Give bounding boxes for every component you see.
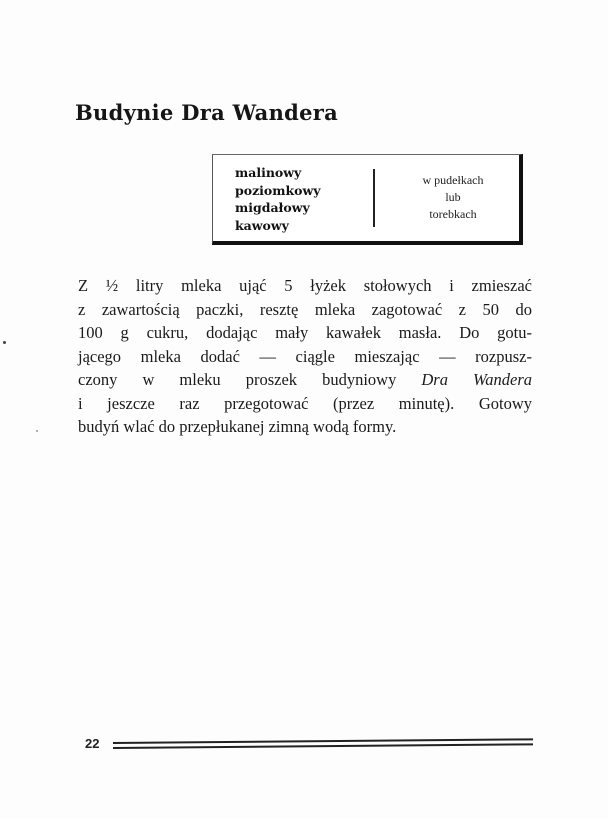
packaging-line: lub bbox=[445, 190, 461, 204]
flavor-item: migdałowy bbox=[235, 200, 310, 215]
flavor-list bbox=[235, 164, 321, 234]
page-title: Budynie Dra Wandera bbox=[75, 100, 339, 125]
recipe-paragraph bbox=[78, 274, 532, 439]
page-number: 22 bbox=[85, 736, 100, 751]
product-variants-box bbox=[212, 154, 523, 245]
text-line: jącego mleka dodać — ciągle mieszając — rozpusz- bbox=[78, 346, 532, 366]
text-line: Z ½ litry mleka ująć 5 łyżek stołowych i zmieszać bbox=[78, 276, 532, 295]
text-line: i jeszcze raz przegotować (przez minutę). Gotowy bbox=[78, 393, 532, 413]
text-line: 100 g cukru, dodając mały kawałek masła. Do gotu- bbox=[78, 323, 532, 342]
flavor-item: kawowy bbox=[235, 217, 289, 233]
flavor-item: poziomkowy bbox=[235, 182, 321, 198]
brand-name-italic: Dra Wandera bbox=[421, 370, 533, 389]
text-line bbox=[78, 368, 532, 392]
page-footer bbox=[85, 736, 537, 756]
packaging-info bbox=[388, 172, 518, 223]
text-segment: czony w mleku proszek budyniowy bbox=[78, 370, 422, 389]
text-line: budyń wlać do przepłukanej zimną wodą formy. bbox=[78, 417, 397, 436]
text-line: z zawartością paczki, resztę mleka zagotować z 50 do bbox=[78, 299, 532, 319]
brace-divider bbox=[373, 169, 375, 227]
scan-speck bbox=[36, 430, 38, 432]
scan-speck bbox=[3, 341, 6, 344]
packaging-line: w pudełkach bbox=[422, 173, 484, 187]
footer-double-rule bbox=[113, 738, 533, 749]
packaging-line: torebkach bbox=[429, 207, 477, 221]
flavor-item: malinowy bbox=[235, 165, 302, 180]
